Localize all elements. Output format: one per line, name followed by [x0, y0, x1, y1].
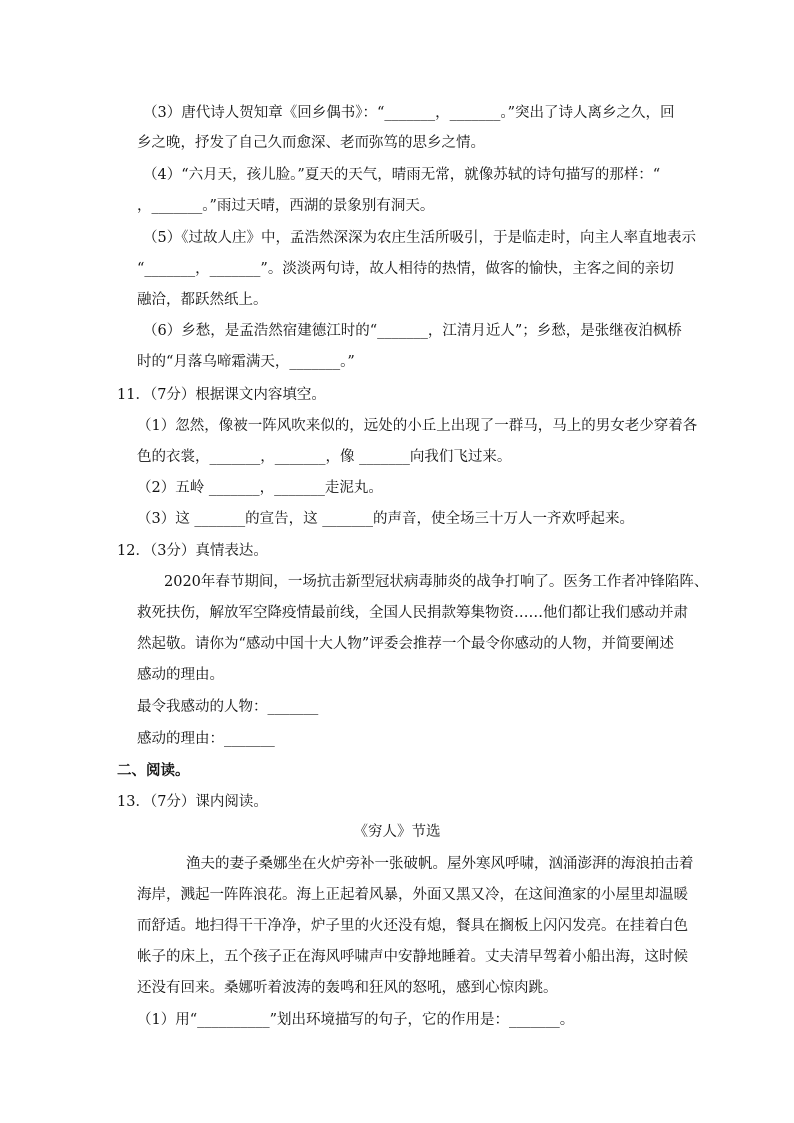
q13-passage-line1: 渔夫的妻子桑娜坐在火炉旁补一张破帆。屋外寒风呼啸，汹涌澎湃的海浪拍击着: [186, 856, 694, 872]
q10-item6-line2: 时的“月落乌啼霜满天，_______。”: [137, 354, 355, 370]
q13-passage-line2: 海岸，溅起一阵阵浪花。海上正起着风暴，外面又黑又冷，在这间渔家的小屋里却温暖: [137, 887, 688, 903]
section-reading-heading: 二、阅读。: [117, 762, 190, 779]
q10-item3-line1: （3）唐代诗人贺知章《回乡偶书》：“_______，_______。”突出了诗人离乡之久，回: [143, 105, 675, 121]
q13-passage-line3: 而舒适。地扫得干干净净，炉子里的火还没有熄，餐具在搁板上闪闪发亮。在挂着白色: [137, 918, 688, 934]
q12-paragraph-line1: 2020年春节期间，一场抗击新型冠状病毒肺炎的战争打响了。医务工作者冲锋陷阵、: [164, 574, 709, 590]
q12-heading: 12．（3分）真情表达。: [117, 543, 268, 559]
q12-paragraph-line2: 救死扶伤，解放军空降疫情最前线，全国人民捐款筹集物资……他们都让我们感动并肃: [137, 605, 688, 621]
q12-paragraph-line4: 感动的理由。: [137, 667, 224, 683]
q12-paragraph-line3: 然起敬。请你为“感动中国十大人物”评委会推荐一个最令你感动的人物，并简要阐述: [137, 636, 674, 652]
q12-reason-blank: 感动的理由：_______: [137, 731, 275, 747]
q12-person-blank: 最令我感动的人物：_______: [137, 699, 319, 715]
q11-item1-line1: （1）忽然，像被一阵风吹来似的，远处的小丘上出现了一群马，马上的男女老少穿着各: [137, 418, 698, 434]
q10-item5-line2: “_______，_______”。淡淡两句诗，故人相待的热情，做客的愉快，主客之间的亲切: [137, 261, 674, 277]
q11-heading: 11．（7分）根据课文内容填空。: [117, 387, 326, 403]
q10-item6-line1: （6）乡愁，是孟浩然宿建德江时的“_______，江清月近人”；乡愁，是张继夜泊枫桥: [143, 323, 682, 339]
q13-passage-title: 《穷人》节选: [353, 824, 441, 840]
q10-item5-line3: 融洽，都跃然纸上。: [137, 292, 268, 308]
q10-item4-line2: ，_______。”雨过天晴，西湖的景象别有洞天。: [137, 198, 435, 214]
q10-item3-line2: 乡之晚，抒发了自己久而愈深、老而弥笃的思乡之情。: [137, 135, 485, 151]
q13-passage-line5: 还没有回来。桑娜听着波涛的轰鸣和狂风的怒吼，感到心惊肉跳。: [137, 980, 558, 996]
q13-heading: 13．（7分）课内阅读。: [117, 794, 268, 810]
q10-item4-line1: （4）“六月天，孩儿脸。”夏天的天气，晴雨无常，就像苏轼的诗句描写的那样：“: [143, 167, 661, 183]
q11-item1-line2: 色的衣裳，_______，_______，像 _______向我们飞过来。: [137, 449, 512, 465]
q11-item3: （3）这 _______的宣告，这 _______的声音，使全场三十万人一齐欢呼起来。: [137, 511, 634, 527]
q13-subquestion-1: （1）用“__________”划出环境描写的句子，它的作用是：_______。: [137, 1012, 575, 1028]
q10-item5-line1: （5）《过故人庄》中，孟浩然深深为农庄生活所吸引，于是临走时，向主人率直地表示: [143, 230, 696, 246]
q11-item2: （2）五岭 _______，_______走泥丸。: [137, 480, 383, 496]
q13-passage-line4: 帐子的床上，五个孩子正在海风呼啸声中安静地睡着。丈夫清早驾着小船出海，这时候: [137, 949, 688, 965]
